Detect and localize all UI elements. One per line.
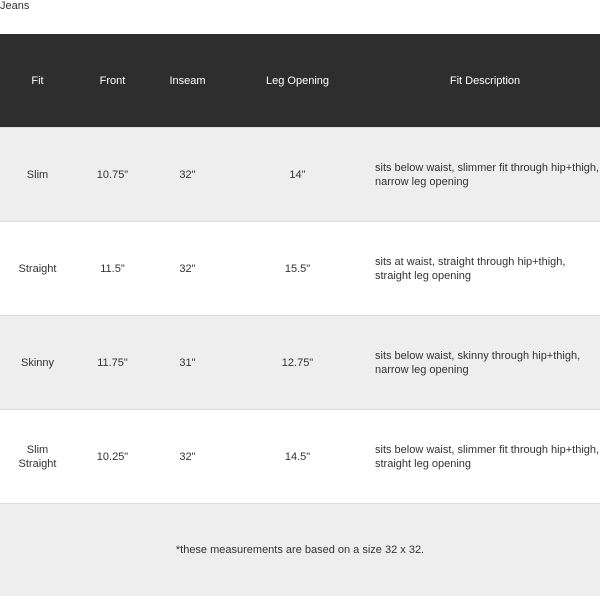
header-leg-opening: Leg Opening: [266, 74, 329, 87]
header-fit-description: Fit Description: [449, 74, 521, 87]
fit-description: sits below waist, slimmer fit through hip+thigh, straight leg opening: [375, 443, 600, 470]
inseam-measurement: 31": [179, 356, 196, 369]
fit-name: Slim: [26, 168, 49, 181]
table-header-row: [0, 34, 600, 127]
table-row: [0, 409, 600, 503]
inseam-measurement: 32": [179, 168, 196, 181]
front-measurement: 11.5": [100, 262, 125, 275]
leg-opening-measurement: 14.5": [284, 450, 311, 463]
front-measurement: 10.75": [96, 168, 129, 181]
header-fit: Fit: [31, 74, 44, 87]
front-measurement: 10.25": [96, 450, 129, 463]
fit-name: Straight: [18, 262, 57, 275]
leg-opening-measurement: 12.75": [281, 356, 314, 369]
inseam-measurement: 32": [179, 262, 196, 275]
fit-name: Skinny: [20, 356, 55, 369]
header-front: Front: [99, 74, 126, 87]
fit-name-cell: [0, 443, 75, 471]
table-row: [0, 315, 600, 409]
header-inseam: Inseam: [169, 74, 206, 87]
size-table: [0, 34, 600, 596]
table-row: [0, 127, 600, 221]
front-measurement: 11.75": [97, 356, 128, 369]
inseam-measurement: 32": [179, 450, 196, 463]
measurement-footnote: *these measurements are based on a size 32 x 32.: [175, 544, 425, 556]
table-row: [0, 221, 600, 315]
fit-description: sits below waist, skinny through hip+thigh, narrow leg opening: [375, 349, 581, 376]
table-footer-row: [0, 503, 600, 596]
leg-opening-measurement: 14": [289, 168, 306, 181]
page-title: Jeans: [0, 0, 30, 12]
fit-description: sits at waist, straight through hip+thigh, straight leg opening: [375, 255, 566, 282]
fit-name: Slim Straight: [18, 443, 57, 470]
fit-description: sits below waist, slimmer fit through hip+thigh, narrow leg opening: [375, 161, 600, 188]
leg-opening-measurement: 15.5": [284, 262, 311, 275]
